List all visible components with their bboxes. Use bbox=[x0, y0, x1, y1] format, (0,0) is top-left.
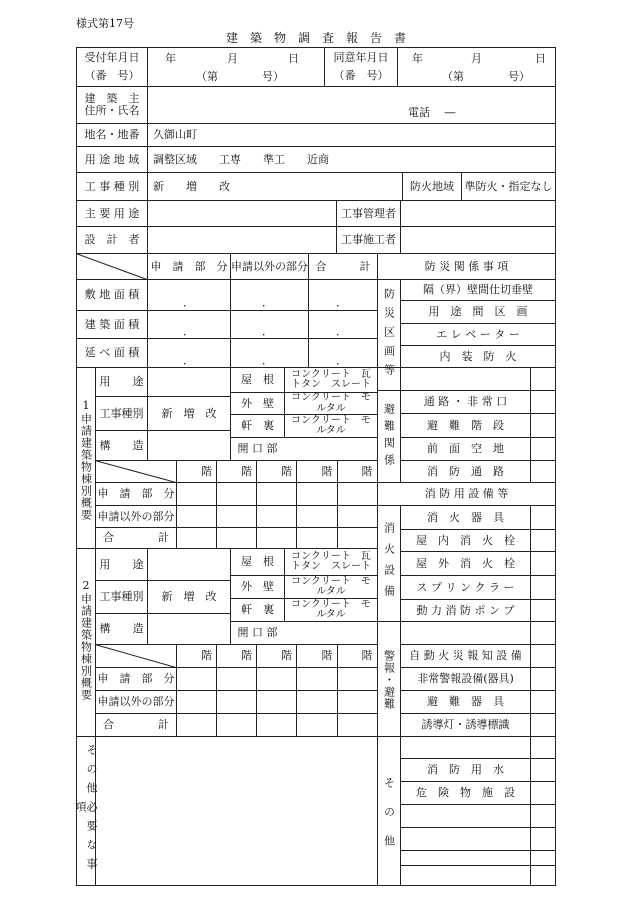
designer-label: 設 計 者 bbox=[84, 233, 140, 247]
consent-month: 月 bbox=[471, 52, 482, 65]
evacuation-item: 避 難 階 段 bbox=[427, 418, 504, 432]
consent-number-field[interactable]: （第 号） bbox=[442, 70, 530, 83]
building2-work-value[interactable]: 新 増 改 bbox=[161, 590, 217, 604]
building2-structure-label: 構 造 bbox=[99, 622, 144, 636]
building2-summary-label: 2申請建築物棟別概要 bbox=[79, 579, 93, 701]
consent-year: 年 bbox=[412, 52, 423, 65]
area-col-applied: 申 請 部 分 bbox=[150, 259, 228, 273]
alarm-item: 誘導灯・誘導標識 bbox=[421, 718, 510, 732]
receipt-number-field[interactable]: （第 号） bbox=[196, 70, 284, 83]
location-label: 地名・地番 bbox=[84, 128, 140, 142]
work-type-label: 工 事 種 別 bbox=[84, 179, 140, 193]
work-type-value[interactable]: 新 増 改 bbox=[153, 180, 230, 193]
building1-structure-label: 構 造 bbox=[99, 438, 144, 452]
building2-work-label: 工事種別 bbox=[99, 590, 144, 604]
fire-extinguishing-label: 消火設備 bbox=[382, 522, 396, 606]
fire-prevention-header: 防 災 関 係 事 項 bbox=[424, 259, 509, 273]
building2-floor-label: 階 bbox=[241, 649, 252, 663]
building2-floor-label: 階 bbox=[281, 649, 292, 663]
building1-summary-label: 1申請建築物棟別概要 bbox=[79, 399, 93, 521]
building1-floor-label: 階 bbox=[281, 464, 292, 478]
fire-district-label: 防火地域 bbox=[410, 179, 454, 193]
form-title: 建 築 物 調 査 報 告 書 bbox=[226, 31, 407, 45]
building1-work-value[interactable]: 新 増 改 bbox=[161, 406, 217, 420]
building1-wall-label: 外 壁 bbox=[241, 396, 274, 410]
building-area-other-dot[interactable]: ． bbox=[262, 325, 273, 338]
fire-zone-item: 内 装 防 火 bbox=[439, 349, 517, 363]
building2-floor-label: 階 bbox=[321, 649, 333, 663]
building2-wall-value[interactable]: コンクリート モ ルタル bbox=[291, 575, 371, 597]
site-area-applied-dot[interactable]: ． bbox=[183, 296, 194, 309]
contractor-label: 工事施工者 bbox=[341, 233, 396, 247]
owner-label: 建 築 主 住所・氏名 bbox=[84, 92, 140, 117]
fire-zone-item: エ レ ベ ー タ ー bbox=[436, 327, 520, 341]
area-col-other: 申請以外の部分 bbox=[231, 259, 308, 273]
fire-zone-label: 防災区画等 bbox=[382, 287, 396, 383]
consent-number-label: （番 号） bbox=[333, 69, 389, 83]
receipt-year: 年 bbox=[165, 52, 176, 65]
floor-area-label: 延 べ 面 積 bbox=[84, 346, 140, 360]
fire-equipment-header: 消 防 用 設 備 等 bbox=[424, 487, 509, 501]
other-equipment-label: その他 bbox=[382, 776, 396, 864]
building1-opening-label: 開 口 部 bbox=[237, 442, 278, 456]
site-area-label: 敷 地 面 積 bbox=[84, 288, 140, 302]
building1-eave-value[interactable]: コンクリート モ ルタル bbox=[291, 414, 371, 436]
building2-use-label: 用 途 bbox=[99, 557, 144, 571]
receipt-day: 日 bbox=[288, 52, 299, 65]
evacuation-item: 前 面 空 地 bbox=[427, 442, 504, 456]
main-use-label: 主 要 用 途 bbox=[84, 206, 140, 220]
building1-roof-value[interactable]: コンクリート 瓦 トタン スレート bbox=[291, 368, 371, 390]
building1-floor-label: 階 bbox=[201, 464, 212, 478]
other-equipment-item: 消 防 用 水 bbox=[427, 763, 504, 777]
evacuation-item: 消 防 通 路 bbox=[427, 464, 504, 478]
fire-zone-item: 用 途 間 区 画 bbox=[428, 305, 528, 319]
alarm-item: 非常警報設備(器具) bbox=[417, 672, 514, 686]
building1-wall-value[interactable]: コンクリート モ ルタル bbox=[291, 392, 371, 414]
building1-roof-label: 屋 根 bbox=[241, 373, 274, 387]
area-col-total: 合 計 bbox=[315, 259, 371, 273]
building2-eave-value[interactable]: コンクリート モ ルタル bbox=[291, 598, 371, 620]
floor-area-total-dot[interactable]: ． bbox=[336, 354, 347, 367]
equipment-item: 動 力 消 防 ポ ン プ bbox=[416, 603, 515, 617]
building1-eave-label: 軒 裏 bbox=[241, 419, 274, 433]
site-area-other-dot[interactable]: ． bbox=[262, 296, 273, 309]
zoning-value[interactable]: 調整区域 工専 準工 近商 bbox=[153, 153, 329, 166]
floor-area-other-dot[interactable]: ． bbox=[262, 354, 273, 367]
equipment-item: ス プ リ ン ク ラ ー bbox=[416, 580, 515, 594]
building-area-total-dot[interactable]: ． bbox=[336, 325, 347, 338]
building2-eave-label: 軒 裏 bbox=[241, 603, 274, 617]
building2-applied-label: 申 請 部 分 bbox=[97, 672, 175, 686]
equipment-item: 消 火 器 具 bbox=[427, 510, 504, 524]
alarm-item: 避 難 器 具 bbox=[427, 695, 504, 709]
evacuation-label: 避難関係 bbox=[382, 403, 396, 471]
receipt-number-label: （番 号） bbox=[84, 69, 140, 83]
floor-area-applied-dot[interactable]: ． bbox=[183, 354, 194, 367]
building2-wall-label: 外 壁 bbox=[241, 580, 274, 594]
building1-use-label: 用 途 bbox=[99, 375, 144, 389]
consent-date-label: 同意年月日 bbox=[333, 51, 389, 65]
building1-applied-label: 申 請 部 分 bbox=[97, 487, 175, 501]
building-area-label: 建 築 面 積 bbox=[84, 317, 140, 331]
other-equipment-item: 危 険 物 施 設 bbox=[416, 786, 515, 800]
site-area-total-dot[interactable]: ． bbox=[336, 296, 347, 309]
other-matters-label: その他必要な事項 bbox=[74, 743, 98, 877]
location-value[interactable]: 久御山町 bbox=[153, 128, 197, 141]
building2-other-label: 申請以外の部分 bbox=[97, 695, 175, 709]
building2-total-label: 合 計 bbox=[103, 718, 169, 732]
receipt-month: 月 bbox=[227, 52, 238, 65]
equipment-item: 屋 外 消 火 栓 bbox=[416, 556, 515, 570]
building1-other-label: 申請以外の部分 bbox=[97, 509, 175, 523]
owner-phone[interactable]: 電話 ― bbox=[408, 106, 456, 119]
building-area-applied-dot[interactable]: ． bbox=[183, 325, 194, 338]
building2-floor-label: 階 bbox=[201, 649, 212, 663]
fire-district-value[interactable]: 準防火・指定なし bbox=[464, 179, 553, 193]
building2-floor-label: 階 bbox=[361, 649, 373, 663]
evacuation-item: 通 路 ・ 非 常 口 bbox=[423, 395, 508, 409]
building1-floor-label: 階 bbox=[321, 464, 333, 478]
construction-manager-label: 工事管理者 bbox=[341, 206, 396, 220]
building2-roof-label: 屋 根 bbox=[241, 555, 274, 569]
building1-work-label: 工事種別 bbox=[99, 406, 144, 420]
equipment-item: 屋 内 消 火 栓 bbox=[416, 533, 515, 547]
form-number: 様式第17号 bbox=[76, 17, 134, 30]
zoning-label: 用 途 地 域 bbox=[84, 152, 140, 166]
other-matters-field[interactable] bbox=[96, 737, 377, 885]
building1-total-label: 合 計 bbox=[103, 531, 169, 545]
building1-floor-label: 階 bbox=[361, 464, 373, 478]
building2-opening-label: 開 口 部 bbox=[237, 626, 278, 640]
building2-roof-value[interactable]: コンクリート 瓦 トタン スレート bbox=[291, 550, 371, 572]
alarm-item-blank bbox=[401, 622, 530, 644]
consent-day: 日 bbox=[535, 52, 546, 65]
building1-floor-label: 階 bbox=[241, 464, 252, 478]
receipt-date-label: 受付年月日 bbox=[84, 51, 140, 65]
alarm-item: 自 動 火 災 報 知 設 備 bbox=[409, 649, 522, 663]
alarm-label: 警報・避難 bbox=[382, 650, 396, 710]
fire-zone-item: 隔（界）壁間仕切垂壁 bbox=[423, 283, 533, 297]
